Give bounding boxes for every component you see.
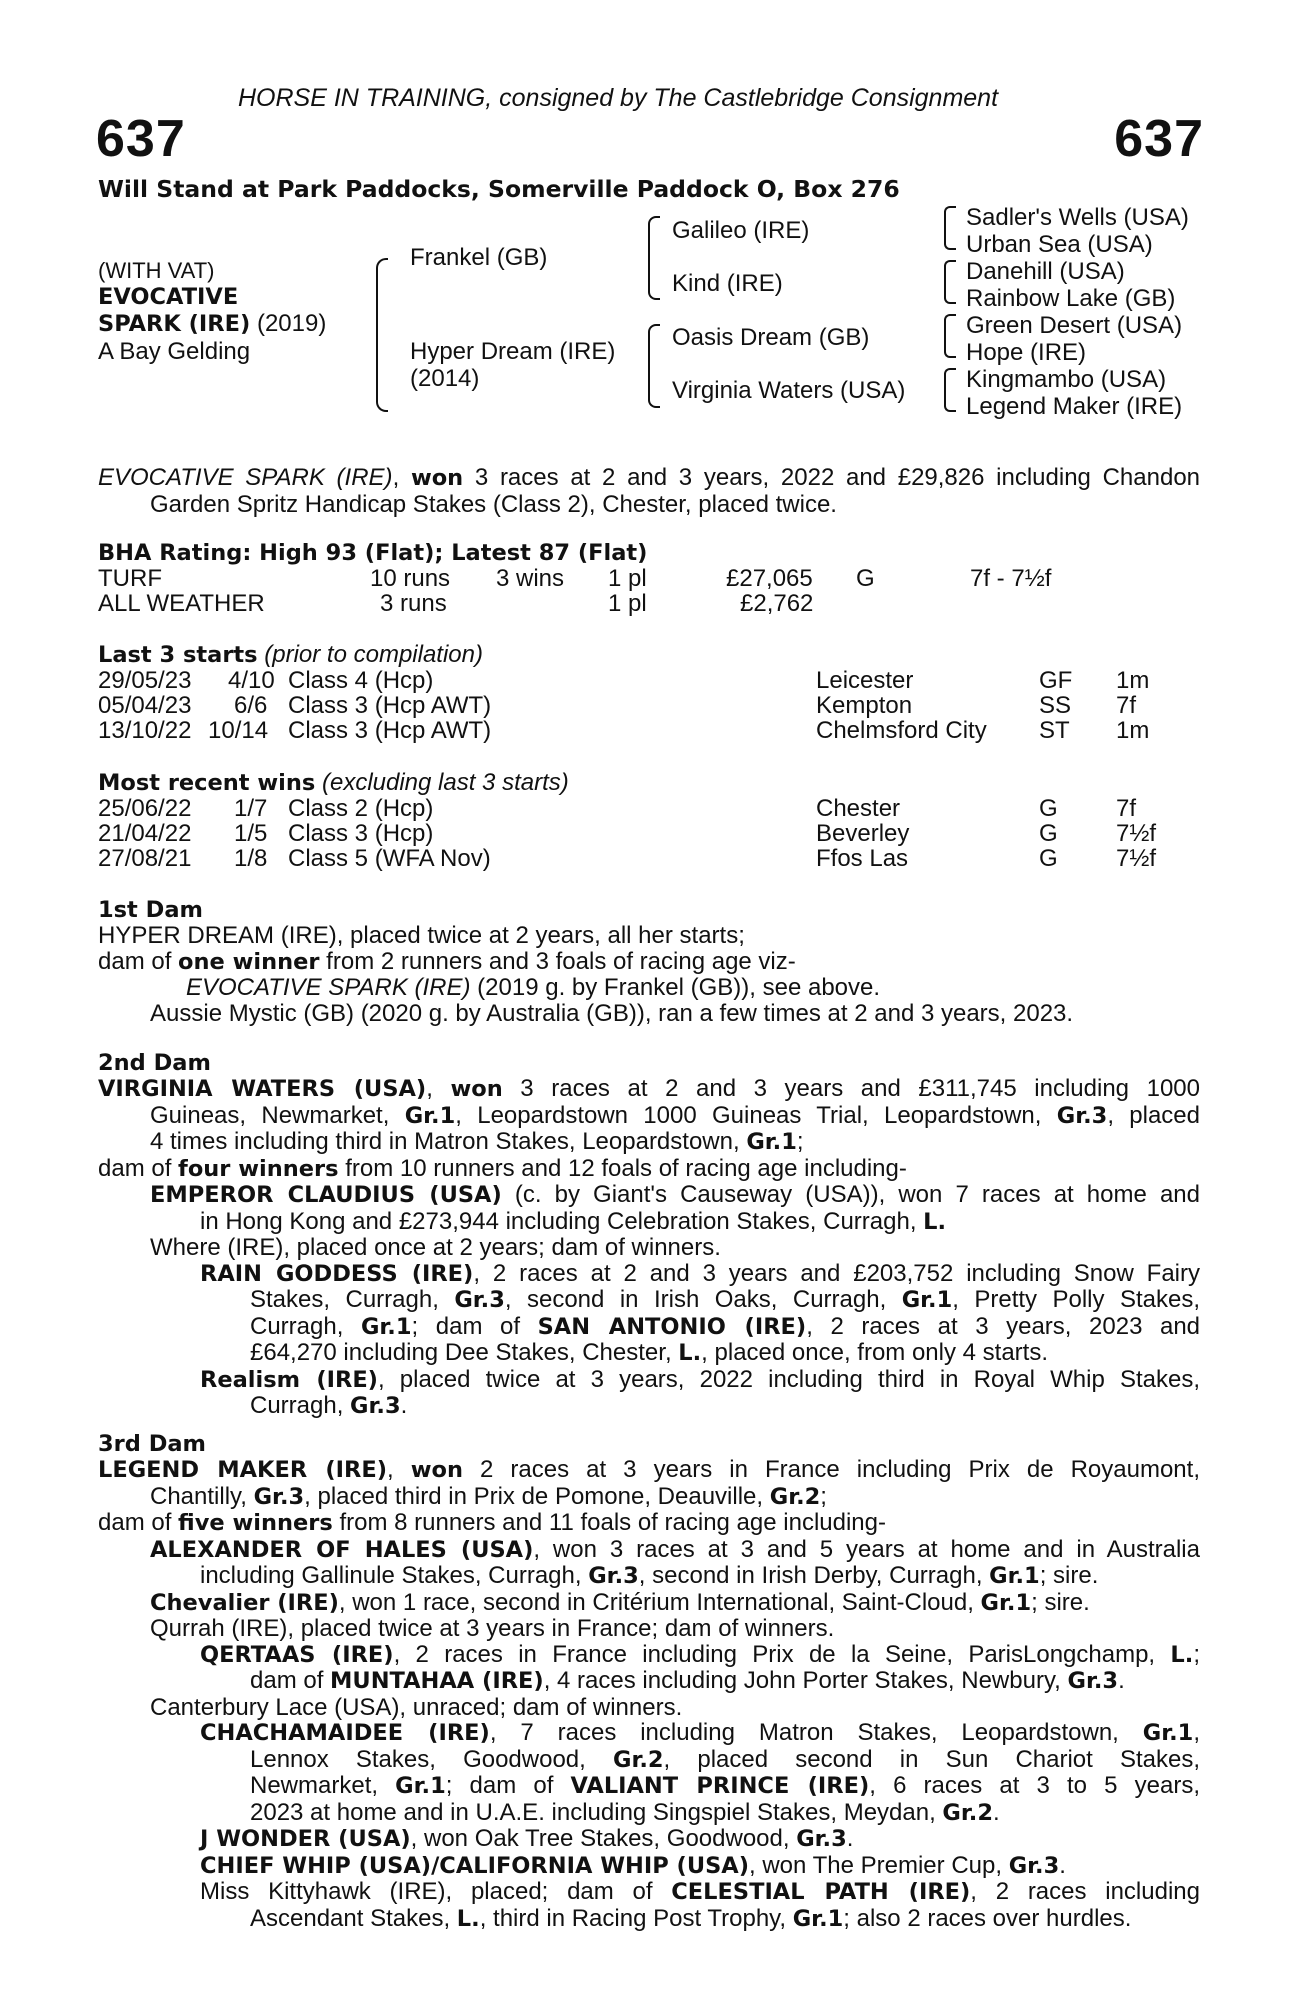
- text-run: , 6 races at 3 to 5 years,: [869, 1772, 1200, 1799]
- rating-surface: ALL WEATHER: [98, 590, 265, 617]
- start-position: 6/6: [234, 692, 268, 719]
- horse-description: A Bay Gelding: [98, 338, 251, 365]
- text-run: , second in Irish Derby, Curragh,: [638, 1562, 990, 1589]
- rating-placed: 1 pl: [608, 565, 647, 592]
- last3-heading: [98, 642, 483, 668]
- win-position: 1/7: [234, 795, 268, 822]
- text-run: Ascendant Stakes,: [250, 1904, 457, 1932]
- third-dam-line: [98, 1668, 1200, 1695]
- stabling-line: Will Stand at Park Paddocks, Somerville Paddock O, Box 276: [98, 175, 900, 203]
- third-dam-line: [98, 1484, 1200, 1511]
- second-dam-line: [98, 1182, 1200, 1209]
- produce-detail: (2019 g. by Frankel (GB)), see above.: [470, 974, 881, 1001]
- rating-runs: 3 runs: [380, 590, 447, 617]
- win-course: Beverley: [816, 820, 910, 847]
- third-dam-text: [98, 1457, 1200, 1932]
- third-dam-line: [98, 1879, 1200, 1906]
- text-run: .: [1059, 1851, 1066, 1879]
- text-run: 2 races at 3 years in France including Prix de Royaumont,: [463, 1456, 1200, 1483]
- second-dam-line: [98, 1314, 1200, 1341]
- text-run: , placed twice at 3 years, 2022 including third in Royal Whip Stakes,: [377, 1365, 1200, 1393]
- bold-run: Gr.3: [253, 1483, 305, 1510]
- third-dam-line: [98, 1590, 1200, 1617]
- bold-run: Gr.2: [612, 1746, 664, 1773]
- first-dam-text: [98, 923, 1200, 1026]
- rating-earnings: £2,762: [740, 590, 814, 617]
- ped-dds: Kingmambo (USA): [966, 366, 1167, 393]
- start-distance: 1m: [1116, 667, 1150, 694]
- text-run: , 4 races including John Porter Stakes, Newbury,: [543, 1667, 1068, 1694]
- win-class: Class 5 (WFA Nov): [288, 845, 491, 872]
- last3-heading-note: (prior to compilation): [257, 641, 483, 668]
- text-run: , second in Irish Oaks, Curragh,: [504, 1286, 902, 1313]
- win-distance: 7½f: [1116, 820, 1157, 847]
- win-row: [98, 796, 1204, 821]
- third-dam-line: [98, 1457, 1200, 1484]
- vat-label: (WITH VAT): [98, 258, 215, 283]
- bold-run: RAIN GODDESS (IRE): [200, 1260, 474, 1287]
- text-run: ; dam of: [411, 1312, 538, 1340]
- start-distance: 1m: [1116, 717, 1150, 744]
- third-dam-line: [98, 1853, 1200, 1880]
- win-going: G: [1039, 845, 1058, 872]
- lot-number-right: 637: [1114, 110, 1204, 168]
- start-course: Leicester: [816, 667, 914, 694]
- text-run: 2023 at home and in U.A.E. including Singspiel Stakes, Meydan,: [250, 1798, 943, 1826]
- start-course: Chelmsford City: [816, 717, 987, 744]
- recent-heading-note: (excluding last 3 starts): [315, 769, 569, 796]
- bold-run: won: [410, 1457, 463, 1483]
- bold-run: Gr.1: [404, 1102, 456, 1129]
- sire: Frankel (GB): [410, 244, 548, 271]
- bold-run: won: [450, 1076, 503, 1102]
- text-run: , Leopardstown 1000 Guineas Trial, Leopardstown,: [455, 1101, 1057, 1129]
- rating-placed: 1 pl: [608, 590, 647, 617]
- pedigree-brace-sire: [648, 216, 660, 300]
- text-run: , placed second in Sun Chariot Stakes,: [663, 1745, 1200, 1773]
- text-run: , 2 races at 3 years, 2023 and: [806, 1312, 1201, 1340]
- text-run: , placed: [1107, 1101, 1201, 1129]
- race-summary: [98, 465, 1200, 517]
- bold-run: QERTAAS (IRE): [200, 1641, 394, 1668]
- win-date: 21/04/22: [98, 820, 192, 847]
- bold-run: Gr.1: [989, 1563, 1040, 1589]
- text-run: Canterbury Lace (USA), unraced; dam of winners.: [150, 1693, 683, 1721]
- third-dam-line: [98, 1826, 1200, 1853]
- rating-wins: 3 wins: [496, 565, 565, 592]
- text-run: (c. by Giant's Causeway (USA)), won 7 races at home and: [501, 1181, 1200, 1208]
- dam-dam: Virginia Waters (USA): [672, 377, 906, 404]
- bold-run: Gr.1: [792, 1905, 844, 1932]
- bold-run: Gr.2: [942, 1799, 993, 1826]
- bold-run: SAN ANTONIO (IRE): [537, 1313, 807, 1340]
- text-run: Guineas, Newmarket,: [150, 1101, 405, 1129]
- third-dam-line: [98, 1695, 1200, 1721]
- bold-run: Gr.3: [454, 1287, 505, 1313]
- third-dam-line: [98, 1747, 1200, 1774]
- text-run: , won 1 race, second in Critérium International, Saint-Cloud,: [338, 1588, 981, 1616]
- recent-heading-bold: Most recent wins: [98, 770, 316, 796]
- bold-run: L.: [1170, 1641, 1194, 1668]
- summary-sep: ,: [392, 464, 411, 491]
- first-dam-line: HYPER DREAM (IRE), placed twice at 2 years, all her starts;: [98, 922, 745, 949]
- first-dam-line: [98, 949, 1200, 976]
- text-run: Newmarket,: [250, 1772, 396, 1799]
- rating-going: G: [856, 565, 875, 592]
- start-row: [98, 718, 1204, 743]
- bold-run: EMPEROR CLAUDIUS (USA): [150, 1182, 502, 1208]
- second-dam-line: [98, 1103, 1200, 1130]
- bold-run: Gr.1: [1142, 1720, 1194, 1746]
- win-date: 27/08/21: [98, 845, 192, 872]
- start-distance: 7f: [1116, 692, 1137, 719]
- text-run: from 10 runners and 12 foals of racing age including-: [338, 1154, 907, 1182]
- ped-ssd: Urban Sea (USA): [966, 231, 1153, 258]
- text-run: ; sire.: [1031, 1588, 1090, 1616]
- bold-run: Gr.3: [796, 1826, 847, 1852]
- text-run: .: [846, 1825, 854, 1852]
- ped-sdd: Rainbow Lake (GB): [966, 285, 1176, 312]
- text-run: in Hong Kong and £273,944 including Celebration Stakes, Curragh,: [200, 1207, 924, 1235]
- bold-run: Realism (IRE): [200, 1366, 378, 1393]
- bold-run: ALEXANDER OF HALES (USA): [150, 1536, 534, 1563]
- dam-sire: Oasis Dream (GB): [672, 324, 870, 351]
- start-position: 4/10: [228, 667, 275, 694]
- win-course: Chester: [816, 795, 901, 822]
- text-run: including Gallinule Stakes, Curragh,: [200, 1562, 589, 1589]
- bold-run: four winners: [178, 1155, 339, 1182]
- text-run: Lennox Stakes, Goodwood,: [250, 1745, 613, 1773]
- text-run: , 2 races in France including Prix de la Seine, ParisLongchamp,: [393, 1640, 1171, 1668]
- text-run: , placed once, from only 4 starts.: [701, 1339, 1048, 1366]
- win-position: 1/5: [234, 820, 268, 847]
- second-dam-heading: 2nd Dam: [98, 1050, 211, 1076]
- summary-text: 3 races at 2 and 3 years, 2022 and £29,826 including Chandon: [463, 464, 1201, 491]
- recent-wins-heading: [98, 770, 569, 796]
- second-dam-line: [98, 1340, 1200, 1367]
- bold-run: VIRGINIA WATERS (USA): [98, 1076, 427, 1102]
- win-position: 1/8: [234, 845, 268, 872]
- win-date: 25/06/22: [98, 795, 192, 822]
- text-run: , Pretty Polly Stakes,: [952, 1286, 1200, 1313]
- third-dam-line: [98, 1906, 1200, 1933]
- win-class: Class 2 (Hcp): [288, 795, 434, 822]
- text-run: .: [1118, 1667, 1125, 1694]
- text-run: ;: [1193, 1640, 1200, 1668]
- text-run: ,: [1193, 1719, 1200, 1746]
- text-run: ,: [387, 1456, 411, 1483]
- ped-sds: Danehill (USA): [966, 258, 1125, 285]
- rating-row: [98, 591, 1204, 616]
- start-row: [98, 693, 1204, 718]
- second-dam-line: [98, 1261, 1200, 1288]
- text-run: , third in Racing Post Trophy,: [479, 1904, 793, 1932]
- bold-run: LEGEND MAKER (IRE): [98, 1457, 388, 1483]
- third-dam-line: [98, 1642, 1200, 1669]
- first-dam-line: [98, 975, 1200, 1001]
- second-dam-line: [98, 1209, 1200, 1236]
- start-row: [98, 668, 1204, 693]
- text-run: Chantilly,: [150, 1482, 254, 1510]
- second-dam-line: [98, 1235, 1200, 1261]
- second-dam-line: [98, 1156, 1200, 1183]
- sire-sire: Galileo (IRE): [672, 217, 810, 244]
- text-run: dam of: [250, 1667, 331, 1694]
- win-distance: 7½f: [1116, 845, 1157, 872]
- text-run: dam of: [98, 1509, 179, 1536]
- first-dam-heading: 1st Dam: [98, 897, 203, 923]
- rating-row: [98, 566, 1204, 591]
- text-run: .: [400, 1392, 408, 1419]
- text-run: Miss Kittyhawk (IRE), placed; dam of: [200, 1878, 672, 1905]
- second-dam-line: [98, 1129, 1200, 1156]
- win-distance: 7f: [1116, 795, 1137, 822]
- text-run: Where (IRE), placed once at 2 years; dam of winners.: [150, 1234, 721, 1261]
- bold-run: MUNTAHAA (IRE): [330, 1668, 544, 1694]
- text-run: Curragh,: [250, 1312, 361, 1340]
- second-dam-line: [98, 1393, 1200, 1420]
- bold-run: Gr.3: [1067, 1668, 1119, 1694]
- start-course: Kempton: [816, 692, 913, 719]
- bold-run: Gr.1: [395, 1773, 446, 1799]
- text-run: Stakes, Curragh,: [250, 1286, 455, 1313]
- lot-number-left: 637: [96, 110, 186, 168]
- third-dam-line: [98, 1563, 1200, 1590]
- bold-run: L.: [456, 1905, 480, 1932]
- third-dam-line: [98, 1616, 1200, 1642]
- horse-name: SPARK (IRE): [98, 311, 251, 337]
- win-course: Ffos Las: [816, 845, 909, 872]
- ped-sss: Sadler's Wells (USA): [966, 204, 1189, 231]
- consignment-line: HORSE IN TRAINING, consigned by The Castlebridge Consignment: [238, 84, 999, 112]
- text-run: from 8 runners and 11 foals of racing age including-: [332, 1509, 886, 1536]
- start-class: Class 3 (Hcp AWT): [288, 692, 492, 719]
- text-run: , won The Premier Cup,: [749, 1851, 1009, 1879]
- dam-line2: (2014): [410, 365, 480, 392]
- dam-line1: Hyper Dream (IRE): [410, 338, 616, 365]
- rating-surface: TURF: [98, 565, 162, 592]
- rating-distance: 7f - 7½f: [970, 565, 1052, 592]
- bold-run: Gr.3: [1056, 1102, 1108, 1129]
- text-run: ; dam of: [445, 1772, 571, 1799]
- ped-dss: Green Desert (USA): [966, 312, 1183, 339]
- third-dam-line: [98, 1720, 1200, 1747]
- last3-heading-bold: Last 3 starts: [98, 642, 258, 668]
- second-dam-line: [98, 1076, 1200, 1103]
- third-dam-heading: 3rd Dam: [98, 1431, 206, 1457]
- text-run: ; also 2 races over hurdles.: [843, 1904, 1132, 1932]
- text-run: .: [992, 1798, 1000, 1826]
- bold-run: CHIEF WHIP (USA)/CALIFORNIA WHIP (USA): [200, 1852, 750, 1879]
- bold-run: J WONDER (USA): [200, 1826, 411, 1852]
- ped-ddd: Legend Maker (IRE): [966, 393, 1183, 420]
- text-run: 3 races at 2 and 3 years and £311,745 including 1000: [502, 1075, 1200, 1102]
- bold-run: CELESTIAL PATH (IRE): [671, 1879, 971, 1905]
- bold-run: five winners: [178, 1510, 333, 1536]
- bold-run: Chevalier (IRE): [150, 1589, 339, 1616]
- first-dam-line: Aussie Mystic (GB) (2020 g. by Australia (GB)), ran a few times at 2 and 3 years, 2023.: [150, 999, 1074, 1027]
- bold-run: L.: [923, 1208, 947, 1235]
- text-run: , won 3 races at 3 and 5 years at home and in Australia: [533, 1535, 1200, 1563]
- brace-g2: [944, 260, 956, 304]
- win-going: G: [1039, 795, 1058, 822]
- summary-won: won: [410, 465, 464, 491]
- rating-earnings: £27,065: [726, 565, 813, 592]
- summary-line2: Garden Spritz Handicap Stakes (Class 2), Chester, placed twice.: [150, 490, 837, 518]
- brace-g3: [944, 314, 956, 358]
- text-run: , 2 races at 2 and 3 years and £203,752 including Snow Fairy: [473, 1259, 1200, 1287]
- horse-name-line2: [98, 311, 326, 337]
- text-run: ;: [796, 1128, 804, 1155]
- win-class: Class 3 (Hcp): [288, 820, 434, 847]
- bold-run: CHACHAMAIDEE (IRE): [200, 1720, 490, 1746]
- dam-runners: from 2 runners and 3 foals of racing age viz-: [319, 947, 796, 975]
- brace-g4: [944, 368, 956, 412]
- third-dam-line: [98, 1773, 1200, 1800]
- text-run: , won Oak Tree Stakes, Goodwood,: [410, 1825, 797, 1852]
- third-dam-line: [98, 1510, 1200, 1537]
- ped-dsd: Hope (IRE): [966, 339, 1087, 366]
- start-going: SS: [1039, 692, 1072, 719]
- pedigree-brace-main: [376, 258, 388, 412]
- second-dam-line: [98, 1287, 1200, 1314]
- bold-run: Gr.3: [1008, 1852, 1060, 1879]
- sire-dam: Kind (IRE): [672, 270, 783, 297]
- winners-count: one winner: [178, 948, 320, 975]
- summary-name: EVOCATIVE SPARK (IRE): [98, 464, 393, 491]
- second-dam-line: [98, 1367, 1200, 1394]
- text-run: Curragh,: [250, 1392, 351, 1419]
- text-run: £64,270 including Dee Stakes, Chester,: [250, 1339, 679, 1366]
- bold-run: VALIANT PRINCE (IRE): [570, 1773, 870, 1799]
- bold-run: Gr.1: [901, 1287, 953, 1313]
- bha-rating-heading: BHA Rating: High 93 (Flat); Latest 87 (Flat): [98, 540, 648, 566]
- horse-year: (2019): [250, 310, 327, 337]
- win-row: [98, 846, 1204, 871]
- third-dam-line: [98, 1537, 1200, 1564]
- start-going: ST: [1039, 717, 1070, 744]
- text-run: , 2 races including: [970, 1878, 1200, 1905]
- text-run: ;: [820, 1482, 827, 1510]
- text-run: , 7 races including Matron Stakes, Leopardstown,: [489, 1719, 1143, 1746]
- bold-run: Gr.1: [360, 1313, 412, 1340]
- text-run: dam of: [98, 1154, 179, 1182]
- second-dam-text: [98, 1076, 1200, 1420]
- win-row: [98, 821, 1204, 846]
- start-date: 05/04/23: [98, 692, 192, 719]
- brace-g1: [944, 206, 956, 250]
- text-run: , placed third in Prix de Pomone, Deauville,: [304, 1482, 770, 1510]
- start-going: GF: [1039, 667, 1073, 694]
- pedigree-brace-dam: [648, 324, 660, 408]
- win-going: G: [1039, 820, 1058, 847]
- produce-name: EVOCATIVE SPARK (IRE): [186, 974, 471, 1001]
- text-run: Qurrah (IRE), placed twice at 3 years in France; dam of winners.: [150, 1615, 835, 1642]
- text-run: ; sire.: [1039, 1562, 1099, 1589]
- rating-runs: 10 runs: [370, 565, 451, 592]
- start-class: Class 4 (Hcp): [288, 667, 434, 694]
- start-date: 29/05/23: [98, 667, 192, 694]
- bold-run: Gr.2: [769, 1483, 821, 1510]
- bold-run: Gr.3: [588, 1563, 639, 1589]
- bold-run: Gr.1: [980, 1589, 1032, 1616]
- bold-run: Gr.3: [350, 1393, 401, 1419]
- bold-run: L.: [678, 1340, 702, 1366]
- horse-name-line1: EVOCATIVE: [98, 284, 239, 310]
- third-dam-line: [98, 1800, 1200, 1827]
- start-class: Class 3 (Hcp AWT): [288, 717, 492, 744]
- bold-run: Gr.1: [746, 1129, 797, 1155]
- text-run: 4 times including third in Matron Stakes, Leopardstown,: [150, 1128, 747, 1155]
- text-run: ,: [426, 1075, 451, 1102]
- start-date: 13/10/22: [98, 717, 192, 744]
- start-position: 10/14: [208, 717, 269, 744]
- dam-of: dam of: [98, 947, 179, 975]
